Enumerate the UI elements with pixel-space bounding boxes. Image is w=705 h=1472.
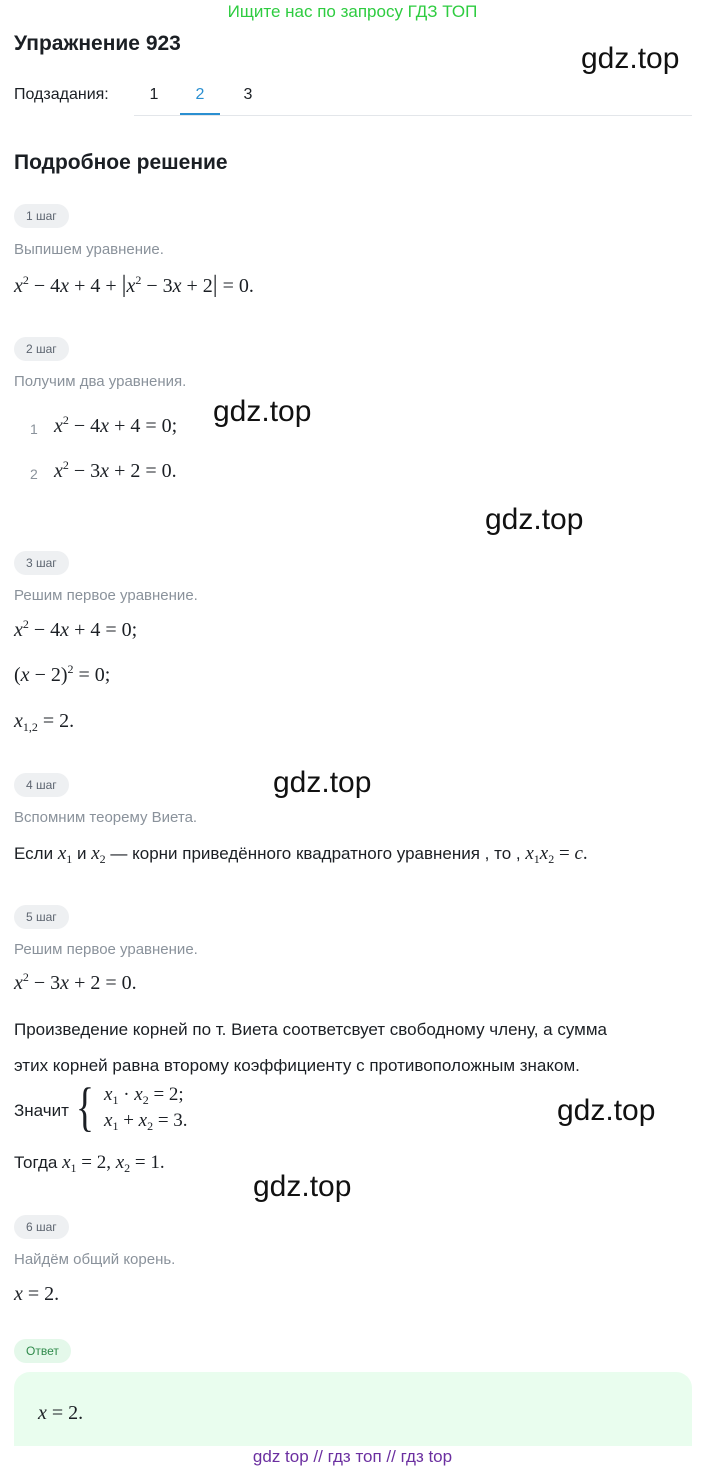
step-badge: 4 шаг — [14, 773, 69, 797]
subtask-tab-3[interactable]: 3 — [243, 86, 253, 103]
subtask-tab-2[interactable]: 2 — [195, 86, 205, 103]
paragraph: этих корней равна второму коэффициенту с противоположным знаком. — [14, 1056, 580, 1075]
step-hint: Решим первое уравнение. — [14, 941, 198, 958]
list-number: 1 — [30, 421, 38, 437]
page-title: Упражнение 923 — [14, 32, 181, 55]
watermark: gdz.top — [581, 42, 680, 75]
subtask-tab-1[interactable]: 1 — [149, 86, 159, 103]
step-badge: 5 шаг — [14, 905, 69, 929]
step-badge: 3 шаг — [14, 551, 69, 575]
equation: $x^2 - 4x + 4 = 0$; — [54, 413, 178, 437]
equation: $x^2 - 3x + 2 = 0$. — [14, 970, 137, 994]
paragraph: Произведение корней по т. Виета соответсвует свободному члену, а сумма — [14, 1020, 607, 1039]
step-badge: 1 шаг — [14, 204, 69, 228]
watermark: gdz.top — [485, 503, 584, 536]
step-hint: Найдём общий корень. — [14, 1251, 176, 1268]
step-hint: Получим два уравнения. — [14, 373, 187, 390]
answer-equation: x = 2. — [38, 1402, 84, 1424]
watermark: gdz.top — [253, 1170, 352, 1203]
list-number: 2 — [30, 466, 38, 482]
text-fragment: и — [76, 844, 87, 863]
watermark: gdz.top — [273, 766, 372, 799]
active-tab-indicator — [180, 113, 220, 115]
step-badge: 2 шаг — [14, 337, 69, 361]
watermark: gdz.top — [557, 1094, 656, 1127]
equation: $x^2 - 3x + 2 = 0$. — [54, 458, 177, 482]
subtasks-label: Подзадания: — [14, 86, 109, 103]
tabs-divider — [134, 115, 692, 116]
system-brace: { — [75, 1077, 95, 1137]
promo-banner[interactable]: Ищите нас по запросу ГДЗ ТОП — [227, 2, 478, 21]
equation: $(x - 2)^2 = 0$; — [14, 662, 111, 686]
so-label: Значит — [14, 1101, 69, 1120]
footer-links[interactable]: gdz top // гдз топ // гдз top — [252, 1447, 453, 1466]
equation: $x^2 - 4x + 4 + |x^2 - 3x + 2| = 0$. — [14, 272, 254, 298]
section-title: Подробное решение — [14, 151, 228, 174]
system-line: $x_1 \cdot x_2 = 2$; — [104, 1084, 184, 1107]
step-badge: 6 шаг — [14, 1215, 69, 1239]
text-fragment: Тогда — [14, 1153, 58, 1172]
then-statement: Тогда $x_1 = 2$, $x_2 = 1$. — [14, 1152, 165, 1175]
text-fragment: Если — [14, 844, 54, 863]
watermark: gdz.top — [213, 395, 312, 428]
equation: $x_{1,2} = 2$. — [14, 710, 75, 734]
answer-badge: Ответ — [14, 1339, 71, 1363]
system-line: $x_1 + x_2 = 3$. — [104, 1110, 188, 1133]
step-hint: Решим первое уравнение. — [14, 587, 198, 604]
step-hint: Выпишем уравнение. — [14, 241, 164, 258]
equation: $x^2 - 4x + 4 = 0$; — [14, 617, 138, 641]
vieta-statement: Если $x_1$ и $x_2$ — корни приведённого квадратного уравнения , то , $x_1x_2 = c$. — [14, 843, 588, 866]
equation: x = 2. — [14, 1283, 60, 1305]
text-fragment: — корни приведённого квадратного уравнения , то , — [110, 844, 521, 863]
answer-box — [14, 1372, 692, 1446]
step-hint: Вспомним теорему Виета. — [14, 809, 198, 826]
